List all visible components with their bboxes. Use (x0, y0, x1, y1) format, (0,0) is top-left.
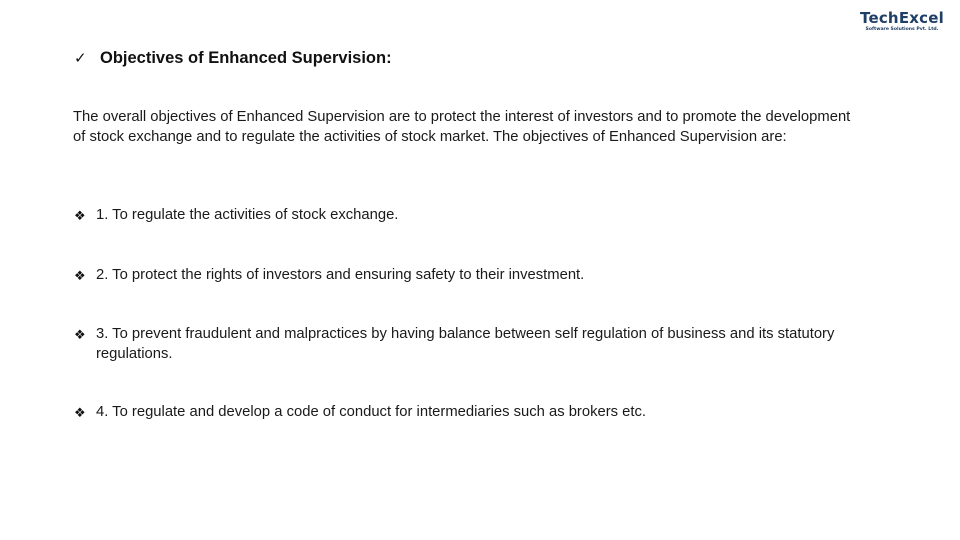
list-item (74, 206, 874, 226)
list-item-text: 2. To protect the rights of investors and ensuring safety to their investment. (96, 267, 585, 283)
diamond-bullet-icon: ❖ (74, 327, 86, 342)
list-item (74, 266, 874, 286)
diamond-bullet-icon: ❖ (74, 268, 86, 283)
diamond-bullet-icon: ❖ (74, 405, 86, 420)
slide-heading (74, 44, 392, 72)
list-item (74, 403, 874, 423)
intro-paragraph: The overall objectives of Enhanced Supervision are to protect the interest of investors and to promote the development of stock exchange and to regulate the activities of stock market. The objectives of Enhanced Supervision are: (73, 109, 851, 145)
logo-tagline: Software Solutions Pvt. Ltd. (865, 27, 939, 32)
check-icon: ✓ (74, 50, 87, 67)
company-logo (846, 10, 958, 36)
logo-name: TechExcel (860, 9, 944, 27)
list-item-text: 3. To prevent fraudulent and malpractices by having balance between self regulation of business and its statutory regulations. (96, 326, 835, 362)
list-item-text: 1. To regulate the activities of stock exchange. (96, 207, 399, 223)
list-item (74, 325, 874, 364)
heading-text: Objectives of Enhanced Supervision: (100, 48, 392, 67)
diamond-bullet-icon: ❖ (74, 208, 86, 223)
list-item-text: 4. To regulate and develop a code of conduct for intermediaries such as brokers etc. (96, 404, 646, 420)
